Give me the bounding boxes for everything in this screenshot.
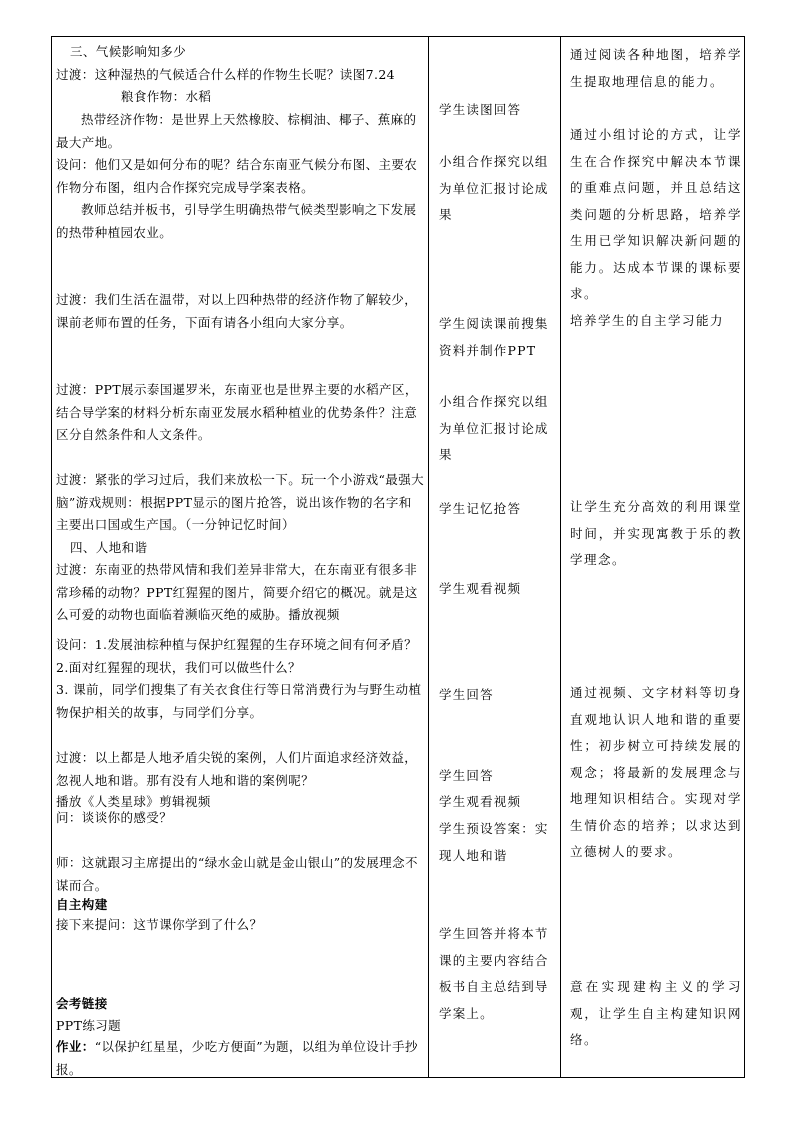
design-intent-text: 让学生充分高效的利用课堂时间，并实现寓教于乐的教学理念。	[570, 499, 742, 567]
design-intent-text: 培养学生的自主学习能力	[570, 313, 725, 328]
student-activity-column	[429, 37, 560, 1077]
transition-text: 过渡：东南亚的热带风情和我们差异非常大，在东南亚有很多非常珍稀的动物？PPT红猩猩的图片，简要介绍它的概况。就是这么可爱的动物也面临着濒临灭绝的威胁。播放视频	[56, 562, 418, 622]
student-activity-text: 学生回答	[439, 768, 494, 783]
homework-label: 作业：	[56, 1039, 95, 1054]
question-text: 设问：1.发展油棕种植与保护红猩猩的生存环境之间有何矛盾？2.面对红猩猩的现状，我们可以做些什么？	[56, 637, 418, 675]
student-activity-text: 学生记忆抢答	[439, 501, 522, 516]
homework-content: “以保护红星星，少吃方便面”为题，以组为单位设计手抄报。	[56, 1039, 418, 1077]
design-intent-text: 通过视频、文字材料等切身直观地认识人地和谐的重要性；初步树立可持续发展的观念；将最新的发展理念与地理知识相结合。实现对学生情价态的培养；以求达到立德树人的要求。	[570, 685, 742, 859]
transition-text: 过渡：以上都是人地矛盾尖锐的案例，人们片面追求经济效益，忽视人地和谐。那有没有人地和谐的案例呢？	[56, 750, 418, 788]
question-text: 问：谈谈你的感受？	[56, 810, 173, 825]
teacher-activity-column	[52, 37, 428, 1077]
exam-link-heading: 会考链接	[56, 996, 108, 1011]
section-heading-harmony: 四、人地和谐	[70, 540, 148, 555]
homework-text	[56, 1036, 424, 1081]
student-activity-text: 小组合作探究以组为单位汇报讨论成果	[439, 154, 549, 222]
student-activity-text: 学生预设答案：实现人地和谐	[439, 821, 549, 863]
lesson-plan-table	[51, 36, 745, 1078]
student-activity-text: 学生回答	[439, 687, 494, 702]
teacher-summary-text: 教师总结并板书，引导学生明确热带气候类型影响之下发展的热带种植园农业。	[56, 202, 417, 240]
section-heading-climate: 三、气候影响知多少	[70, 44, 187, 59]
design-intent-text: 通过阅读各种地图，培养学生提取地理信息的能力。	[570, 47, 742, 89]
self-construction-heading: 自主构建	[56, 897, 108, 912]
design-intent-column	[561, 37, 746, 1077]
student-activity-text: 学生观看视频	[439, 581, 522, 596]
question-text: 设问：他们又是如何分布的呢？结合东南亚气候分布图、主要农作物分布图，组内合作探究完成导学案表格。	[56, 157, 418, 195]
transition-text: 过渡：PPT展示泰国暹罗米，东南亚也是世界主要的水稻产区，结合导学案的材料分析东南亚发展水稻种植业的优势条件？注意区分自然条件和人文条件。	[56, 382, 418, 442]
lesson-plan-page	[51, 36, 745, 1078]
transition-text: 过渡：紧张的学习过后，我们来放松一下。玩一个小游戏“最强大脑”游戏规则：根据PPT显示的图片抢答，说出该作物的名字和主要出口国或生产国。（一分钟记忆时间）	[56, 472, 424, 532]
grain-crop-text: 粮食作物：水稻	[121, 89, 212, 104]
student-activity-text: 学生读图回答	[439, 102, 522, 117]
exercise-text: PPT练习题	[56, 1018, 122, 1033]
transition-text: 过渡：我们生活在温带，对以上四种热带的经济作物了解较少，课前老师布置的任务，下面有请各小组向大家分享。	[56, 292, 418, 330]
transition-text: 过渡：这种湿热的气候适合什么样的作物生长呢？读图7.24	[56, 67, 396, 82]
cash-crop-text: 热带经济作物：是世界上天然橡胶、棕榈油、椰子、蕉麻的最大产地。	[56, 112, 417, 150]
video-text: 播放《人类星球》剪辑视频	[56, 794, 211, 809]
student-activity-text: 学生阅读课前搜集资料并制作PPT	[439, 316, 549, 358]
teacher-text: 师：这就跟习主席提出的“绿水金山就是金山银山”的发展理念不谋而合。	[56, 855, 418, 893]
design-intent-text: 通过小组讨论的方式，让学生在合作探究中解决本节课的重难点问题，并且总结这类问题的分析思路，培养学生用已学知识解决新问题的能力。达成本节课的课标要求。	[570, 127, 742, 301]
student-activity-text: 学生回答并将本节课的主要内容结合板书自主总结到导学案上。	[439, 926, 549, 1021]
student-activity-text: 小组合作探究以组为单位汇报讨论成果	[439, 394, 549, 462]
sharing-text: 3. 课前，同学们搜集了有关衣食住行等日常消费行为与野生动植物保护相关的故事，与同学们分享。	[56, 682, 422, 720]
design-intent-text: 意在实现建构主义的学习观，让学生自主构建知识网络。	[570, 979, 742, 1047]
student-activity-text: 学生观看视频	[439, 794, 522, 809]
question-text: 接下来提问：这节课你学到了什么？	[56, 917, 263, 932]
